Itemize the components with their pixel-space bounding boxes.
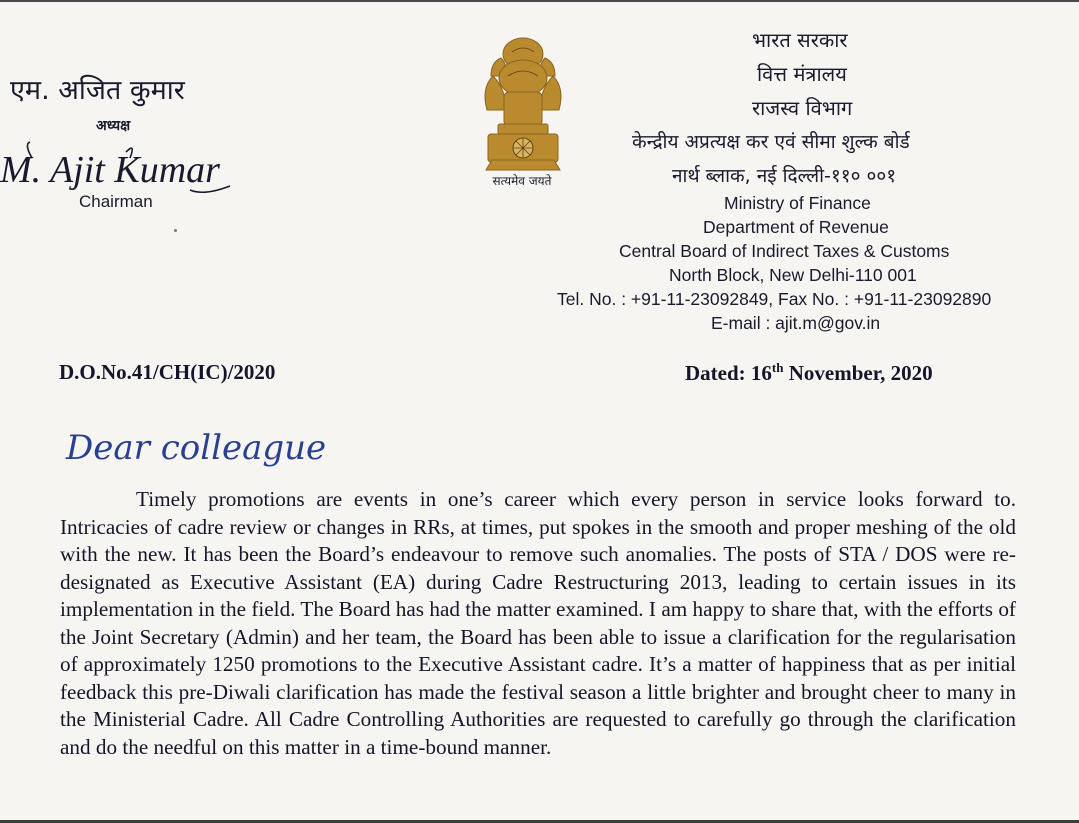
sender-designation-hindi: अध्यक्ष (96, 118, 131, 134)
letter-date (685, 360, 933, 386)
letterhead-english-line-2: Department of Revenue (703, 217, 889, 237)
letterhead-english-line-4: North Block, New Delhi-110 001 (669, 265, 917, 285)
letterhead-english-line-1: Ministry of Finance (724, 193, 871, 213)
handwritten-salutation (62, 415, 392, 475)
ink-dot (174, 229, 177, 232)
letterhead-hindi-line-5: नार्थ ब्लाक, नई दिल्ली-११० ००१ (672, 165, 897, 187)
printed-signature-text: M. Ajit Kumar (0, 149, 220, 191)
salutation-text: Dear colleague (66, 428, 327, 468)
letterhead-hindi-line-2: वित्त मंत्रालय (757, 62, 847, 86)
printed-signature-name (0, 138, 264, 200)
letter-body-paragraph: Timely promotions are events in one’s career which every person in service looks forward to. Intricacies of cadre review or changes in RRs, at times, put spokes in the smooth and proper meshing of the old with the new. It has been the Board’s endeavour to remove such anomalies. The posts of STA / DOS were re-designated as Executive Assistant (EA) during Cadre Restructuring 2013, leading to certain issues in its implementation in the field. The Board has had the matter examined. I am happy to share that, with the efforts of the Joint Secretary (Admin) and her team, the Board has been able to issue a clarification for the regularisation of approximately 1250 promotions to the Executive Assistant cadre. It’s a matter of happiness that as per initial feedback this pre-Diwali clarification has made the festival season a little brighter and brought cheer to many in the Ministerial Cadre. All Cadre Controlling Authorities are requested to carefully go through the clarification and do the needful on this matter in a time-bound manner. (60, 487, 1016, 759)
letterhead-hindi-line-1: भारत सरकार (752, 28, 848, 52)
top-border (0, 0, 1079, 2)
date-label: Dated: 16 (685, 361, 772, 385)
letterhead-english-line-5: Tel. No. : +91-11-23092849, Fax No. : +91-11-23092890 (557, 289, 992, 309)
sender-name-hindi: एम. अजित कुमार (10, 75, 185, 106)
letterhead-hindi-line-4: केन्द्रीय अप्रत्यक्ष कर एवं सीमा शुल्क बोर्ड (632, 131, 910, 153)
letterhead-english-line-3: Central Board of Indirect Taxes & Customs (619, 241, 950, 261)
letterhead-email: E-mail : ajit.m@gov.in (711, 313, 881, 333)
state-emblem-icon (468, 32, 578, 190)
do-number: D.O.No.41/CH(IC)/2020 (59, 360, 276, 384)
date-ordinal: th (771, 360, 784, 375)
letterhead-hindi-line-3: राजस्व विभाग (752, 96, 853, 120)
sender-designation-english: Chairman (79, 192, 153, 211)
emblem-motto: सत्यमेव जयते (492, 174, 552, 188)
date-rest: November, 2020 (783, 361, 933, 385)
